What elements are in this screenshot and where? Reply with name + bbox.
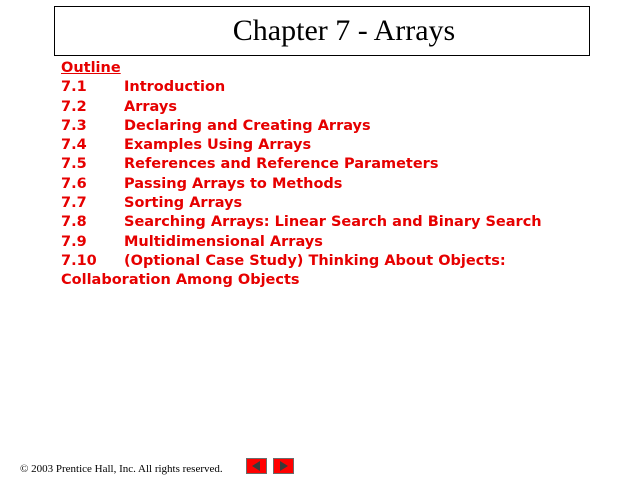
next-slide-button[interactable] (273, 458, 294, 474)
outline-item-number: 7.8 (61, 214, 87, 231)
outline-item-text: References and Reference Parameters (124, 156, 439, 173)
triangle-left-icon (247, 459, 266, 473)
outline-item (61, 194, 621, 213)
copyright-notice: © 2003 Prentice Hall, Inc. All rights reserved. (20, 463, 223, 475)
outline-item-continuation: Collaboration Among Objects (61, 272, 300, 289)
outline-item-text: Sorting Arrays (124, 195, 243, 212)
outline-list (61, 59, 621, 291)
outline-item-number: 7.4 (61, 137, 87, 154)
title-frame (54, 6, 590, 56)
outline-item-number: 7.7 (61, 195, 87, 212)
outline-item (61, 213, 621, 232)
outline-item-number: 7.2 (61, 98, 87, 115)
slide-title: Chapter 7 - Arrays (232, 14, 456, 47)
outline-item-text: Arrays (124, 98, 177, 115)
outline-item-text: Examples Using Arrays (124, 137, 312, 154)
outline-item (61, 78, 621, 97)
outline-item (61, 252, 621, 271)
outline-item (61, 136, 621, 155)
previous-slide-button[interactable] (246, 458, 267, 474)
outline-item-number: 7.10 (61, 252, 97, 269)
outline-item-number: 7.5 (61, 156, 87, 173)
outline-item-number: 7.1 (61, 79, 87, 96)
outline-item-text: Declaring and Creating Arrays (124, 117, 371, 134)
outline-item (61, 155, 621, 174)
outline-item (61, 117, 621, 136)
outline-item-text: Multidimensional Arrays (124, 233, 323, 250)
triangle-right-icon (274, 459, 293, 473)
outline-item-text: (Optional Case Study) Thinking About Objects: (124, 252, 506, 269)
outline-item-text: Introduction (124, 79, 226, 96)
outline-item (61, 175, 621, 194)
outline-item (61, 233, 621, 252)
outline-heading: Outline (61, 60, 121, 76)
outline-item-number: 7.6 (61, 175, 87, 192)
outline-item-number: 7.9 (61, 233, 87, 250)
outline-item (61, 98, 621, 117)
outline-item-text: Searching Arrays: Linear Search and Binary Search (124, 214, 542, 231)
outline-item-number: 7.3 (61, 117, 87, 134)
outline-item-text: Passing Arrays to Methods (124, 175, 343, 192)
